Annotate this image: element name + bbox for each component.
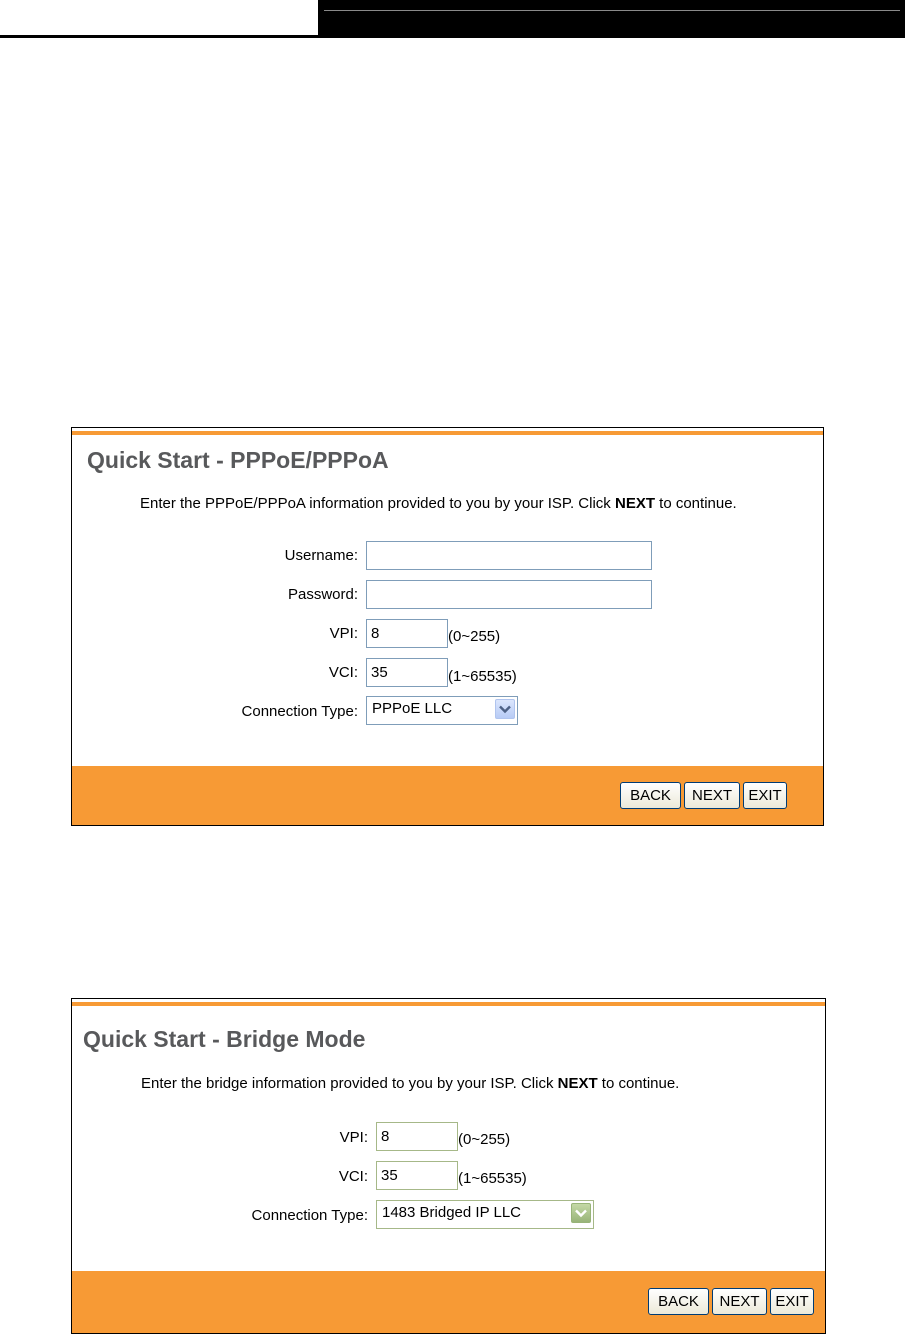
header-black-bar (318, 0, 905, 38)
vpi-range: (0~255) (448, 628, 501, 645)
connection-type-select[interactable] (376, 1200, 594, 1229)
vpi-label: VPI: (339, 1129, 368, 1146)
panel-footer (72, 1271, 825, 1333)
connection-type-label: Connection Type: (251, 1207, 368, 1224)
vpi-range: (0~255) (458, 1131, 511, 1148)
instruction-text-end: to continue. (597, 1075, 680, 1092)
vpi-label: VPI: (329, 625, 358, 642)
page-title: Quick Start - PPPoE/PPPoA (87, 447, 389, 473)
chevron-down-icon[interactable] (571, 1203, 591, 1223)
connection-type-label: Connection Type: (241, 703, 358, 720)
instruction-text (140, 495, 737, 512)
panel-accent-bar (72, 431, 823, 435)
vci-label: VCI: (328, 664, 358, 681)
instruction-text-bold: NEXT (557, 1075, 598, 1092)
next-button[interactable]: NEXT (712, 1288, 767, 1315)
back-button[interactable]: BACK (648, 1288, 709, 1315)
instruction-text (141, 1075, 679, 1092)
vci-range: (1~65535) (448, 668, 517, 685)
vpi-input[interactable] (376, 1122, 458, 1151)
exit-button[interactable]: EXIT (770, 1288, 814, 1315)
instruction-text-bold: NEXT (614, 495, 655, 512)
connection-type-value: PPPoE LLC (372, 700, 453, 717)
vci-range: (1~65535) (458, 1170, 527, 1187)
connection-type-select[interactable] (366, 696, 518, 725)
vpi-input[interactable] (366, 619, 448, 648)
password-label: Password: (287, 586, 358, 603)
exit-button[interactable]: EXIT (743, 782, 787, 809)
instruction-text-start: Enter the PPPoE/PPPoA information provided to you by your ISP. Click (140, 495, 615, 512)
password-input[interactable] (366, 580, 652, 609)
bridge-panel (71, 998, 826, 1334)
panel-footer (72, 766, 823, 825)
connection-type-value: 1483 Bridged IP LLC (382, 1204, 521, 1221)
back-button[interactable]: BACK (620, 782, 681, 809)
header-inner-rule (324, 10, 900, 11)
page-title: Quick Start - Bridge Mode (83, 1026, 366, 1052)
username-input[interactable] (366, 541, 652, 570)
instruction-text-end: to continue. (655, 495, 737, 512)
vci-input[interactable] (376, 1161, 458, 1190)
instruction-text-start: Enter the bridge information provided to you by your ISP. Click (141, 1075, 558, 1092)
pppoe-panel (71, 427, 824, 826)
next-button[interactable]: NEXT (684, 782, 740, 809)
vci-input[interactable] (366, 658, 448, 687)
header-rule (0, 35, 905, 38)
username-label: Username: (284, 547, 358, 564)
panel-accent-bar (72, 1002, 825, 1006)
chevron-down-icon[interactable] (495, 699, 515, 719)
vci-label: VCI: (338, 1168, 368, 1185)
